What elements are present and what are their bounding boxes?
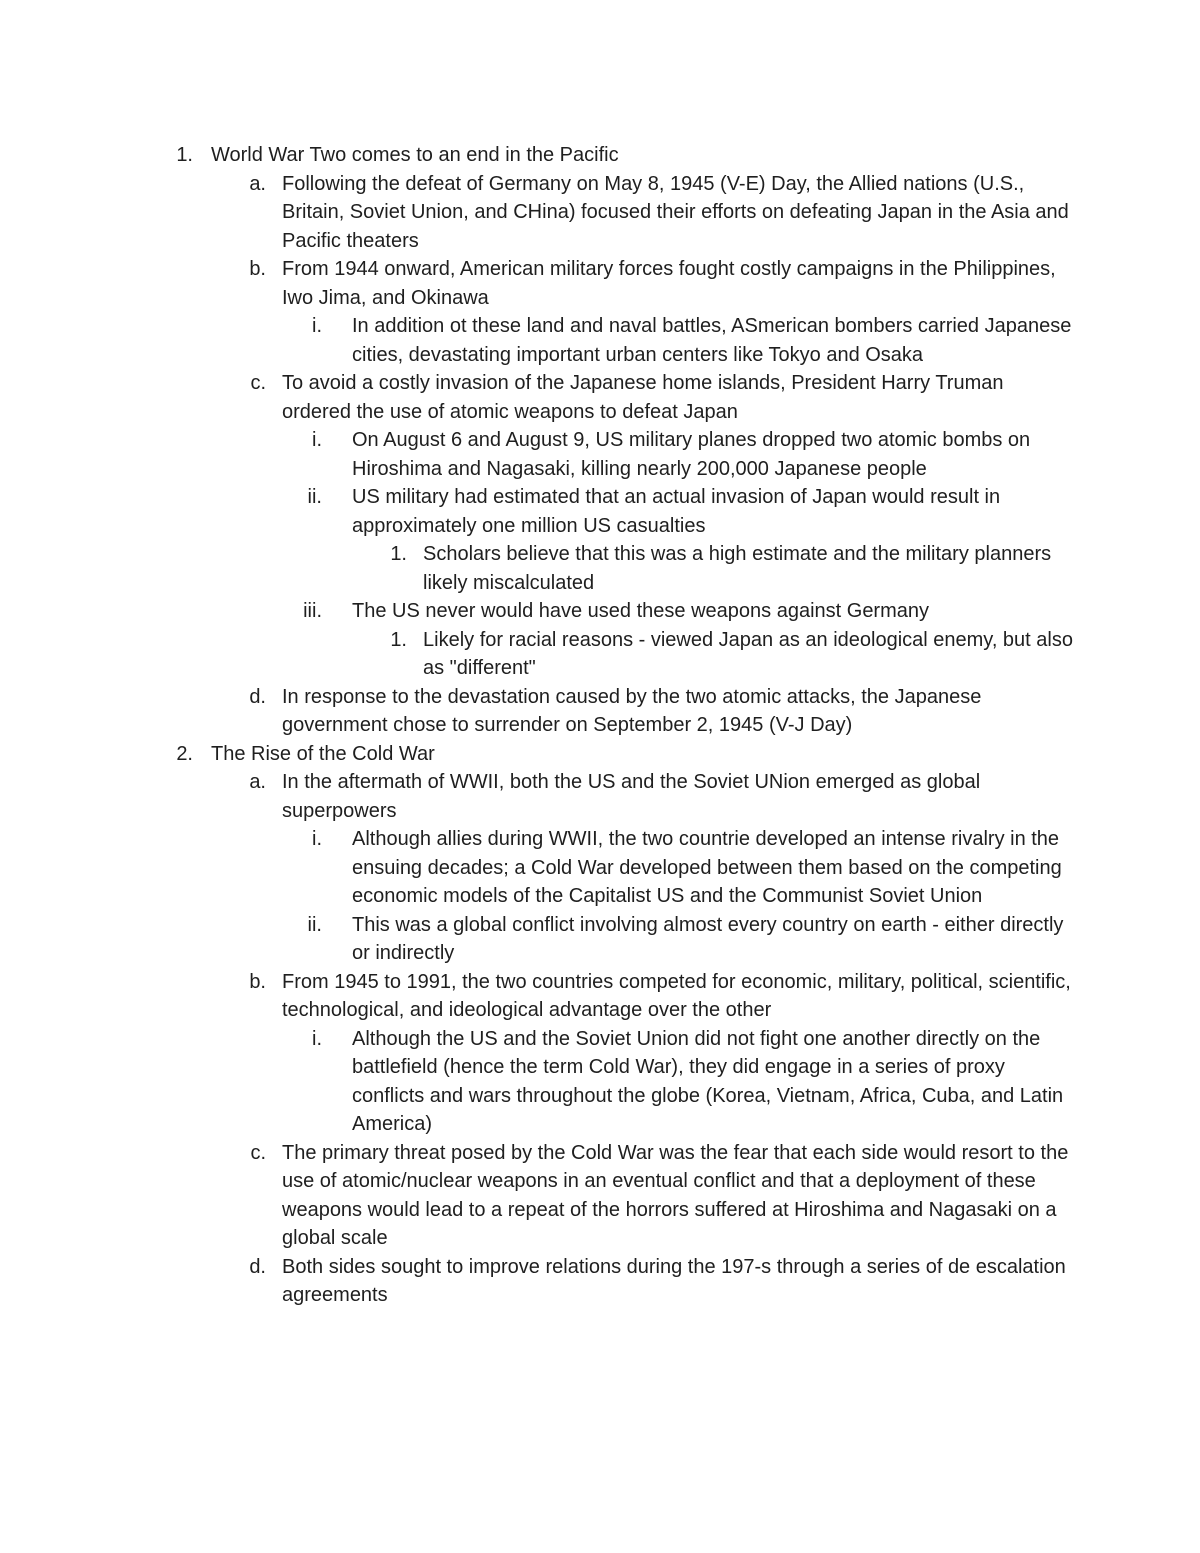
outline-item-level-3 [312,825,1072,911]
list-marker: 1. [390,543,407,565]
outline-item-level-2 [250,369,1072,426]
list-item-text: The primary threat posed by the Cold War was the fear that each side would resort to the use of atomic/nuclear weapons in an eventual conflict and that a deployment of these weapons would lead to a repeat of the horrors suffered at Hiroshima and Nagasaki on a global scale [282,1141,1069,1249]
list-item-text: Following the defeat of Germany on May 8, 1945 (V-E) Day, the Allied nations (U.S., Britain, Soviet Union, and CHina) focused their efforts on defeating Japan in the Asia and Pacific theaters [282,172,1069,252]
list-item-text: In the aftermath of WWII, both the US and the Soviet UNion emerged as global superpowers [282,771,981,822]
list-marker: b. [249,258,266,280]
list-marker: d. [249,1255,266,1278]
list-item-text: To avoid a costly invasion of the Japanese home islands, President Harry Truman ordered the use of atomic weapons to defeat Japan [282,372,1004,423]
outline-item-level-1 [176,141,1071,170]
outline-item-level-4 [390,626,1073,683]
outline-item-level-2 [249,170,1072,256]
list-item-text: Scholars believe that this was a high estimate and the military planners likely miscalculated [423,543,1052,594]
outline-item-level-4 [390,540,1073,597]
list-marker: b. [249,970,266,993]
list-item-text: From 1944 onward, American military forces fought costly campaigns in the Philippines, Iwo Jima, and Okinawa [282,258,1056,309]
list-item-text: The Rise of the Cold War [211,742,435,765]
list-marker: d. [249,685,266,708]
list-marker: 1. [390,628,407,651]
list-marker: ii. [307,486,322,508]
list-marker: c. [250,372,266,394]
list-marker: iii. [303,600,322,622]
list-item-text: Both sides sought to improve relations during the 197-s through a series of de escalation agreements [282,1255,1066,1306]
outline-item-level-3 [312,1025,1072,1139]
list-marker: a. [249,172,266,195]
list-item-text: On August 6 and August 9, US military planes dropped two atomic bombs on Hiroshima and Nagasaki, killing nearly 200,000 Japanese people [352,429,1031,480]
outline-item-level-3 [312,426,1072,483]
outline-item-level-3 [307,911,1072,968]
list-item-text: This was a global conflict involving almost every country on earth - either directly or indirectly [352,913,1064,964]
list-item-text: In addition ot these land and naval battles, ASmerican bombers carried Japanese cities, devastating important urban centers like Tokyo and Osaka [352,315,1072,366]
list-marker: ii. [307,913,322,936]
list-item-text: Although allies during WWII, the two countrie developed an intense rivalry in the ensuing decades; a Cold War developed between them based on the competing economic models of the Capitalist US and the Communist Soviet Union [352,828,1062,907]
list-item-text: World War Two comes to an end in the Pacific [211,144,619,166]
outline-item-level-3 [307,483,1072,540]
outline-item-level-2 [250,1139,1072,1253]
outline-list [0,141,1200,1310]
outline-item-level-2 [249,1253,1072,1310]
outline-item-level-2 [249,968,1072,1025]
list-marker: i. [312,429,322,451]
outline-item-level-2 [249,768,1072,825]
list-marker: 2. [176,742,193,765]
list-marker: 1. [176,144,193,166]
list-marker: c. [250,1141,266,1164]
list-marker: i. [312,828,322,850]
list-item-text: In response to the devastation caused by the two atomic attacks, the Japanese government chose to surrender on September 2, 1945 (V-J Day) [282,685,982,736]
outline-item-level-3 [303,597,1072,626]
outline-item-level-2 [249,255,1072,312]
list-marker: i. [312,1027,322,1050]
list-item-text: The US never would have used these weapons against Germany [352,600,930,622]
list-item-text: US military had estimated that an actual invasion of Japan would result in approximately one million US casualties [352,486,1001,537]
list-item-text: Likely for racial reasons - viewed Japan as an ideological enemy, but also as "different" [423,628,1073,679]
list-marker: i. [312,315,322,337]
outline-item-level-1 [176,740,1071,769]
outline-item-level-3 [312,312,1072,369]
list-item-text: Although the US and the Soviet Union did not fight one another directly on the battlefield (hence the term Cold War), they did engage in a series of proxy conflicts and wars throughout the globe (Korea, Vietnam, Africa, Cuba, and Latin America) [352,1027,1064,1135]
list-item-text: From 1945 to 1991, the two countries competed for economic, military, political, scientific, technological, and ideological advantage over the other [282,970,1071,1021]
list-marker: a. [249,771,266,793]
outline-item-level-2 [249,683,1072,740]
